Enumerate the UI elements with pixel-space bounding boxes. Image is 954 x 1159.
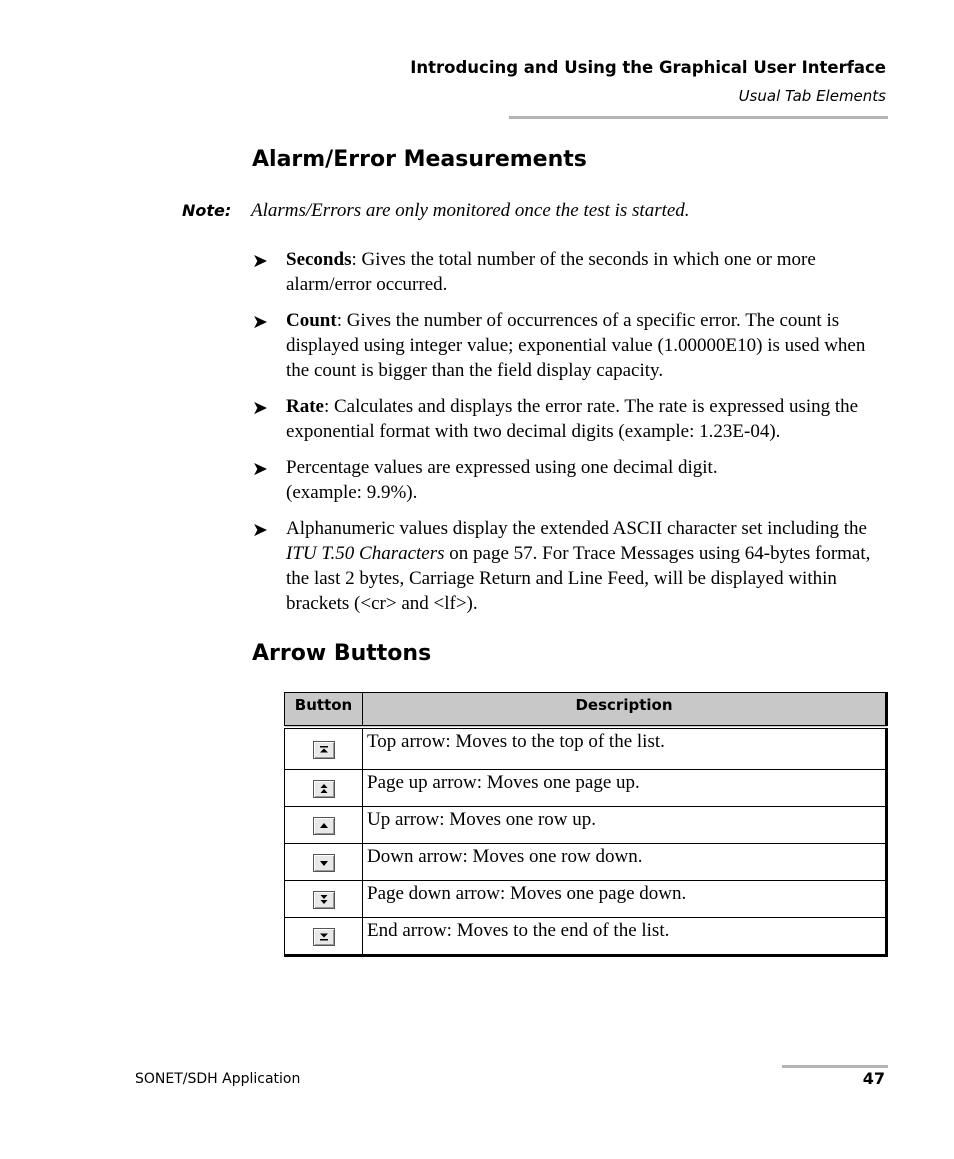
footer-document-title: SONET/SDH Application <box>135 1071 301 1087</box>
itu-t50-link[interactable]: ITU T.50 Characters <box>286 543 445 564</box>
row-description: Page down arrow: Moves one page down. <box>363 880 887 917</box>
bullet-arrow-icon: ➤ <box>252 520 268 541</box>
list-item <box>252 247 892 297</box>
row-description: Down arrow: Moves one row down. <box>363 843 887 880</box>
bullet-arrow-icon: ➤ <box>252 398 268 419</box>
bullet-text: : Calculates and displays the error rate. The rate is expressed using the exponential format with two decimal digits (example: 1.23E-04). <box>286 396 859 442</box>
table-row <box>285 769 887 806</box>
table-row <box>285 727 887 769</box>
page-up-arrow-icon <box>313 780 335 798</box>
row-description: End arrow: Moves to the end of the list. <box>363 917 887 955</box>
bullet-text: : Gives the total number of the seconds in which one or more alarm/error occurred. <box>286 249 816 295</box>
bullet-text: : Gives the number of occurrences of a specific error. The count is displayed using integer value; exponential value (1.00000E10) is used when the count is bigger than the field display capacity. <box>286 310 866 381</box>
end-arrow-icon <box>313 928 335 946</box>
bullet-text: (example: 9.9%). <box>286 482 418 503</box>
table-row <box>285 843 887 880</box>
top-arrow-icon <box>313 741 335 759</box>
bullet-arrow-icon: ➤ <box>252 312 268 333</box>
header-title: Introducing and Using the Graphical User Interface <box>410 58 886 77</box>
row-description: Top arrow: Moves to the top of the list. <box>363 727 887 769</box>
list-item <box>252 394 892 444</box>
bullet-text: Alphanumeric values display the extended ASCII character set including the <box>286 518 867 539</box>
column-header-description: Description <box>363 693 887 728</box>
header-subtitle: Usual Tab Elements <box>738 87 886 105</box>
measurement-bullet-list <box>252 247 892 627</box>
list-item <box>252 308 892 383</box>
bullet-arrow-icon: ➤ <box>252 459 268 480</box>
section-heading-arrow-buttons: Arrow Buttons <box>252 641 432 666</box>
list-item <box>252 455 892 505</box>
bullet-text: on page 57. For Trace Messages using 64-bytes format, the last 2 bytes, Carriage Return and Line Feed, will be displayed within brackets (<cr> and <lf>). <box>286 543 871 614</box>
table-row <box>285 806 887 843</box>
row-description: Up arrow: Moves one row up. <box>363 806 887 843</box>
footer-rule <box>782 1065 888 1068</box>
page-down-arrow-icon <box>313 891 335 909</box>
note-label: Note: <box>182 201 232 220</box>
down-arrow-icon <box>313 854 335 872</box>
arrow-buttons-table <box>284 692 888 957</box>
table-row <box>285 917 887 955</box>
bullet-text: Percentage values are expressed using one decimal digit. <box>286 457 718 478</box>
section-heading-alarm-error: Alarm/Error Measurements <box>252 147 587 172</box>
column-header-button: Button <box>285 693 363 728</box>
header-rule <box>509 116 888 119</box>
row-description: Page up arrow: Moves one page up. <box>363 769 887 806</box>
bullet-term: Seconds <box>286 249 352 270</box>
table-row <box>285 880 887 917</box>
note-text: Alarms/Errors are only monitored once the test is started. <box>251 200 690 221</box>
up-arrow-icon <box>313 817 335 835</box>
bullet-term: Count <box>286 310 337 331</box>
bullet-arrow-icon: ➤ <box>252 251 268 272</box>
bullet-term: Rate <box>286 396 324 417</box>
page-number: 47 <box>862 1069 885 1088</box>
list-item <box>252 516 892 616</box>
